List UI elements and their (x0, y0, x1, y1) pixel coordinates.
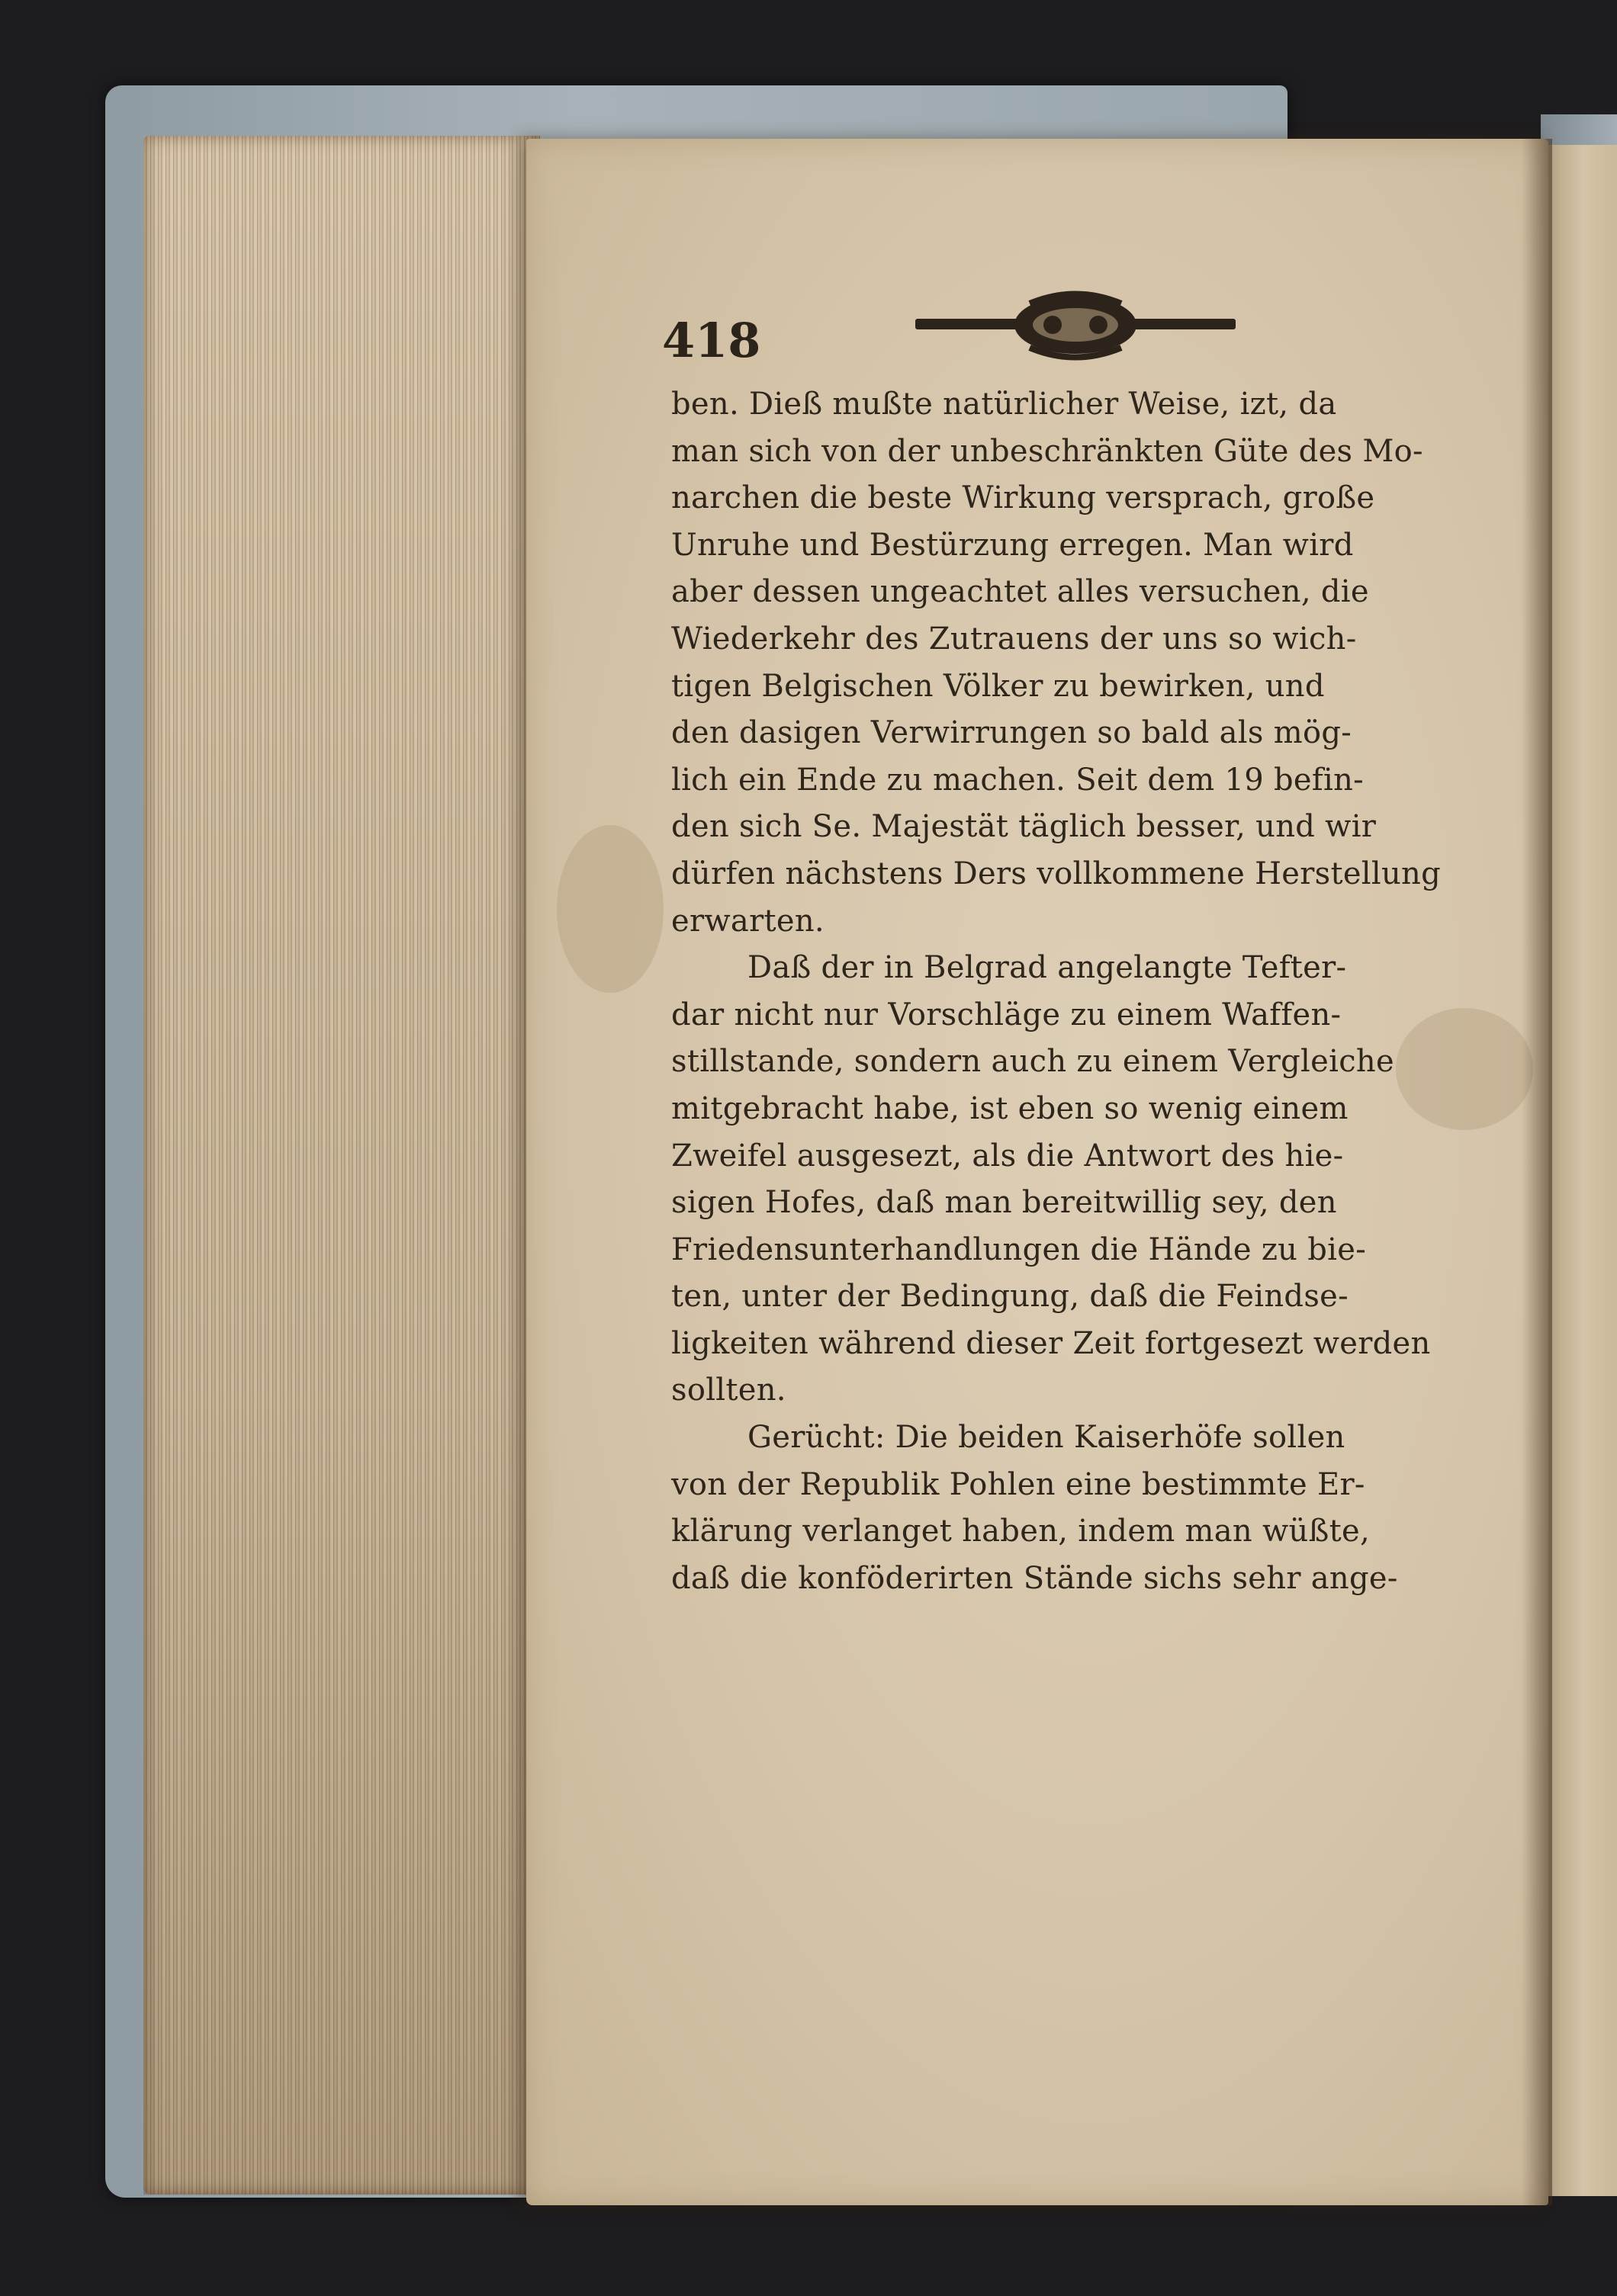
body-text (671, 381, 1510, 1602)
text-line: sollten. (671, 1373, 786, 1408)
page-edges-shade (143, 136, 540, 2195)
text-line: tigen Belgischen Völker zu bewirken, und (671, 668, 1325, 704)
text-line: Wiederkehr des Zutrauens der uns so wich- (671, 621, 1357, 657)
text-line: Unruhe und Bestürzung erregen. Man wird (671, 527, 1354, 563)
text-line: den sich Se. Majestät täglich besser, und wir (671, 809, 1377, 845)
text-line: man sich von der unbeschränkten Güte des Mo- (671, 433, 1423, 469)
text-line: aber dessen ungeachtet alles versuchen, die (671, 574, 1369, 610)
text-line: Friedensunterhandlungen die Hände zu bie- (671, 1231, 1367, 1267)
text-line: lich ein Ende zu machen. Seit dem 19 befin- (671, 762, 1364, 798)
page-number: 418 (662, 313, 761, 368)
text-line: narchen die beste Wirkung versprach, große (671, 480, 1375, 516)
text-line: stillstande, sondern auch zu einem Vergleiche (671, 1044, 1394, 1080)
text-line: Gerücht: Die beiden Kaiserhöfe sollen (747, 1420, 1345, 1456)
spine-gutter (1522, 139, 1552, 2205)
text-line: Daß der in Belgrad angelangte Tefter- (747, 950, 1347, 986)
text-line: sigen Hofes, daß man bereitwillig sey, den (671, 1185, 1337, 1221)
text-line: daß die konföderirten Stände sichs sehr ange- (671, 1560, 1398, 1596)
text-line: klärung verlanget haben, indem man wüßte, (671, 1514, 1370, 1549)
text-line: Zweifel ausgesezt, als die Antwort des hie- (671, 1138, 1344, 1174)
text-line: ben. Dieß mußte natürlicher Weise, izt, da (671, 387, 1337, 422)
text-line: erwarten. (671, 903, 825, 939)
text-line: ligkeiten während dieser Zeit fortgesezt werden (671, 1325, 1431, 1361)
text-line: den dasigen Verwirrungen so bald als mög- (671, 715, 1352, 751)
text-line: ten, unter der Bedingung, daß die Feindse- (671, 1279, 1349, 1315)
text-line: von der Republik Pohlen eine bestimmte Er- (671, 1466, 1365, 1502)
text-line: dürfen nächstens Ders vollkommene Herstellung (671, 856, 1442, 891)
ornament-divider-icon (915, 288, 1236, 364)
paper-stain (557, 825, 664, 993)
text-line: dar nicht nur Vorschläge zu einem Waffen- (671, 997, 1342, 1032)
text-line: mitgebracht habe, ist eben so wenig einem (671, 1090, 1349, 1126)
facing-page (1548, 145, 1617, 2196)
